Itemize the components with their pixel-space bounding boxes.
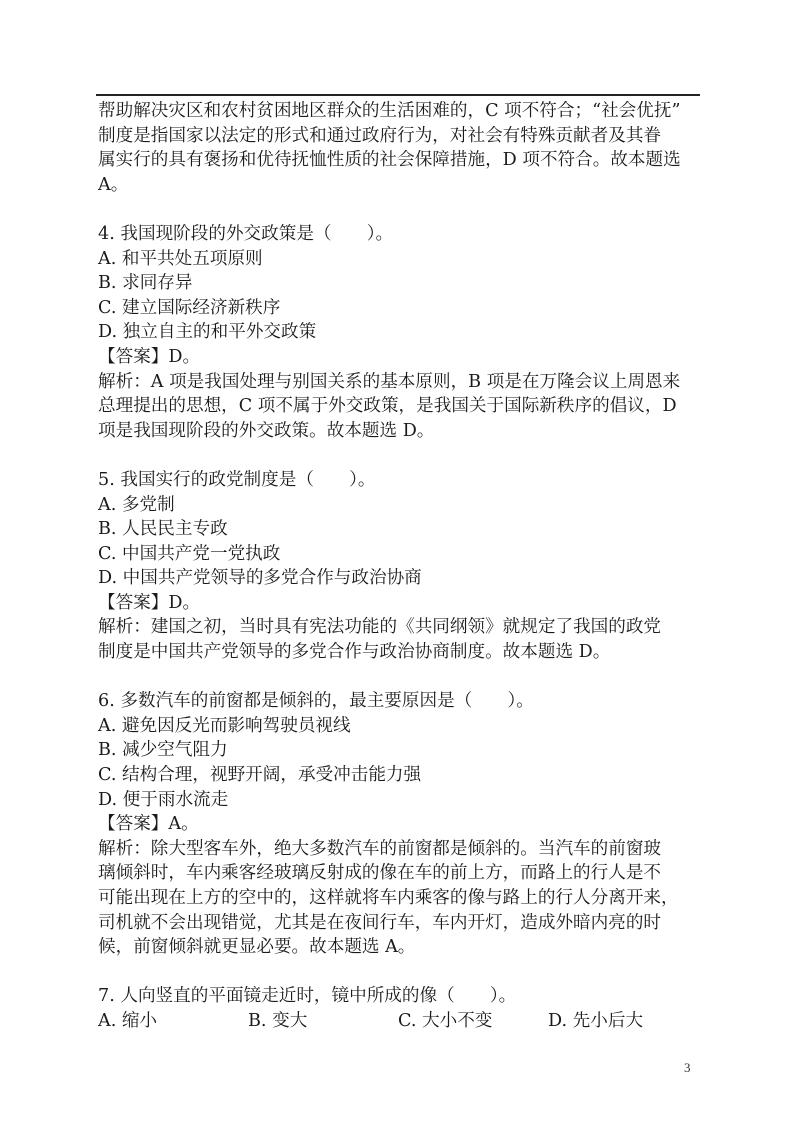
question-4-stem: 4. 我国现阶段的外交政策是（ ）。 [98, 223, 394, 244]
question-5-option-c: C. 中国共产党一党执政 [98, 543, 281, 564]
question-6-answer: 【答案】A。 [98, 814, 199, 835]
question-5-analysis: 解析：建国之初，当时具有宪法功能的《共同纲领》就规定了我国的政党 [98, 617, 662, 638]
question-5-stem: 5. 我国实行的政党制度是（ ）。 [98, 469, 376, 490]
question-6-analysis: 司机就不会出现错觉，尤其是在夜间行车，车内开灯，造成外暗内亮的时 [98, 912, 662, 933]
question-4-option-a: A. 和平共处五项原则 [98, 248, 263, 269]
question-4-option-c: C. 建立国际经济新秩序 [98, 297, 281, 318]
question-4-analysis: 总理提出的思想，C 项不属于外交政策，是我国关于国际新秩序的倡议，D [98, 396, 677, 417]
page-number: 3 [684, 1060, 691, 1075]
question-5-option-d: D. 中国共产党领导的多党合作与政治协商 [98, 568, 422, 589]
header-rule [96, 94, 700, 96]
question-7-option-a: A. 缩小 [98, 1010, 158, 1031]
page-content [98, 99, 704, 1034]
question-6-option-a: A. 避免因反光而影响驾驶员视线 [98, 715, 351, 736]
question-6-option-b: B. 减少空气阻力 [98, 740, 228, 761]
question-4-analysis: 解析：A 项是我国处理与别国关系的基本原则，B 项是在万隆会议上周恩来 [98, 371, 681, 392]
question-7-options [98, 1009, 704, 1034]
intro-line: A。 [98, 174, 129, 195]
question-7-option-c: C. 大小不变 [398, 1010, 493, 1031]
question-6-option-d: D. 便于雨水流走 [98, 789, 229, 810]
question-6-analysis: 解析：除大型客车外，绝大多数汽车的前窗都是倾斜的。当汽车的前窗玻 [98, 838, 662, 859]
question-7-stem: 7. 人向竖直的平面镜走近时，镜中所成的像（ ）。 [98, 986, 517, 1007]
question-4-option-d: D. 独立自主的和平外交政策 [98, 322, 317, 343]
intro-line: 属实行的具有褒扬和优待抚恤性质的社会保障措施，D 项不符合。故本题选 [98, 150, 681, 171]
question-6-analysis: 可能出现在上方的空中的，这样就将车内乘客的像与路上的行人分离开来， [98, 888, 679, 908]
question-6-stem: 6. 多数汽车的前窗都是倾斜的，最主要原因是（ ）。 [98, 691, 534, 712]
question-4-analysis: 项是我国现阶段的外交政策。故本题选 D。 [98, 420, 435, 441]
question-7-option-b: B. 变大 [248, 1010, 308, 1031]
question-4-option-b: B. 求同存异 [98, 273, 193, 294]
question-5-option-b: B. 人民民主专政 [98, 519, 228, 540]
intro-line: 制度是指国家以法定的形式和通过政府行为，对社会有特殊贡献者及其眷 [98, 125, 662, 146]
question-6-option-c: C. 结构合理，视野开阔，承受冲击能力强 [98, 765, 422, 786]
question-4-answer: 【答案】D。 [98, 346, 201, 367]
question-6-analysis: 璃倾斜时，车内乘客经玻璃反射成的像在车的前上方，而路上的行人是不 [98, 863, 662, 884]
intro-line: 帮助解决灾区和农村贫困地区群众的生活困难的，C 项不符合；“社会优抚” [98, 101, 681, 121]
question-7-option-d: D. 先小后大 [548, 1010, 644, 1031]
question-5-analysis: 制度是中国共产党领导的多党合作与政治协商制度。故本题选 D。 [98, 642, 611, 663]
question-5-answer: 【答案】D。 [98, 592, 201, 613]
question-5-option-a: A. 多党制 [98, 494, 175, 515]
question-6-analysis: 候，前窗倾斜就更显必要。故本题选 A。 [98, 937, 416, 958]
